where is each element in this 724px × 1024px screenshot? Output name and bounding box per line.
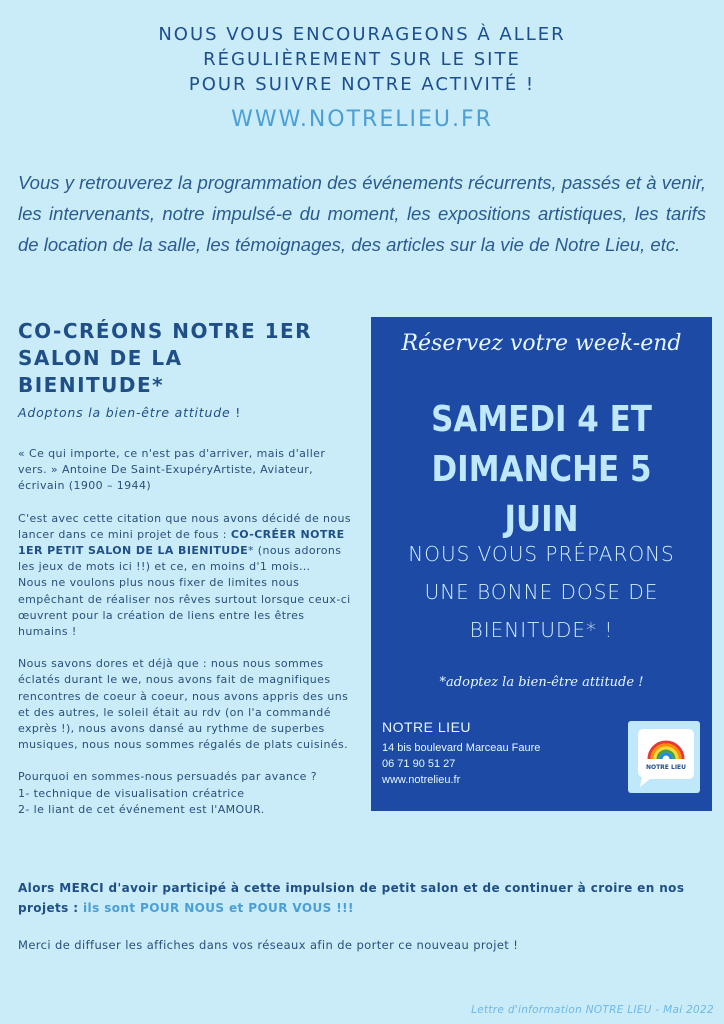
- salon-subtitle-end: !: [230, 405, 242, 420]
- header-line-1: NOUS VOUS ENCOURAGEONS À ALLER: [158, 24, 566, 45]
- reasons-line-2: 1- technique de visualisation créatrice: [18, 786, 245, 800]
- contact-block: [382, 719, 602, 788]
- newsletter-credit: Lettre d'information NOTRE LIEU - Mai 2022: [471, 1004, 714, 1016]
- thanks-paragraph: [18, 878, 708, 918]
- salon-title: [18, 318, 358, 399]
- intro-paragraph: Vous y retrouverez la programmation des événements récurrents, passés et à venir, les intervenants, notre impulsé-e du moment, les expositions artistiques, les tarifs de location de la salle, les témoignages, des articles sur la vie de Notre Lieu, etc.: [18, 172, 706, 255]
- notre-lieu-logo: [628, 721, 700, 793]
- header: [0, 22, 724, 97]
- left-column: [18, 318, 358, 818]
- recap-paragraph: Nous savons dores et déjà que : nous nous sommes éclatés durant le we, nous avons fait de magnifiques rencontres de coeur à coeur, nous avons appris des uns et des autres, le soleil était au rdv (on l'a commandé exprès !), nous avons dansé au rythme de superbes musiques, nous nous sommes régalés de plats cuisinés.: [18, 657, 349, 752]
- reasons-line-1: Pourquoi en sommes-nous persuadés par avance ?: [18, 770, 317, 784]
- contact-address: 14 bis boulevard Marceau Faure: [382, 742, 541, 754]
- story-text-a: C'est avec cette citation que nous avons décidé de nous lancer dans ce mini projet de fous :: [18, 511, 352, 541]
- story-paragraph: [18, 511, 358, 641]
- speech-bubble-shape: [638, 729, 694, 787]
- thanks-text: Alors MERCI d'avoir participé à cette impulsion de petit salon et de continuer à croire en nos projets :: [18, 881, 685, 915]
- reserve-heading: Réservez votre week-end: [401, 331, 682, 356]
- reasons-line-3: 2- le liant de cet événement est l'AMOUR.: [18, 802, 265, 816]
- prep-line-3: BIENITUDE* !: [469, 618, 614, 642]
- salon-title-line-2: SALON DE LA: [18, 346, 183, 370]
- logo-graphic: [628, 721, 700, 793]
- quote-paragraph: « Ce qui importe, ce n'est pas d'arriver, mais d'aller vers. » Antoine De Saint-ExupéryArtiste, Aviateur, écrivain (1900 – 1944): [18, 447, 326, 493]
- salon-subtitle: [18, 405, 358, 420]
- salon-title-line-3: BIENITUDE*: [18, 373, 165, 397]
- contact-website[interactable]: www.notrelieu.fr: [382, 774, 461, 786]
- attitude-note: *adoptez la bien-être attitude !: [439, 675, 644, 690]
- salon-subtitle-italic: Adoptons la bien-être attitude: [18, 405, 231, 420]
- event-box: [371, 317, 712, 811]
- thanks-highlight: ils sont POUR NOUS et POUR VOUS !!!: [83, 901, 354, 915]
- story-highlight: CO-CRÉER NOTRE 1ER PETIT SALON DE LA BIENITUDE: [18, 527, 345, 558]
- story-text-c: * (nous adorons les jeux de mots ici !!) et ce, en moins d'1 mois…: [18, 544, 342, 574]
- header-line-3: POUR SUIVRE NOTRE ACTIVITÉ !: [188, 74, 536, 95]
- reasons-paragraph: [18, 769, 358, 818]
- header-line-2: RÉGULIÈREMENT SUR LE SITE: [203, 49, 521, 70]
- story-text-d: Nous ne voulons plus nous fixer de limites nous empêchant de réaliser nos rêves surtout lorsque ceux-ci œuvrent pour la création de liens entre les êtres humains !: [18, 576, 351, 639]
- event-date-line-1: SAMEDI 4 ET: [431, 399, 652, 440]
- prep-line-1: NOUS VOUS PRÉPARONS: [408, 542, 675, 566]
- share-paragraph: Merci de diffuser les affiches dans vos réseaux afin de porter ce nouveau projet !: [18, 938, 519, 952]
- website-link[interactable]: WWW.NOTRELIEU.FR: [231, 107, 493, 132]
- salon-title-line-1: CO-CRÉONS NOTRE 1ER: [18, 319, 313, 343]
- prep-line-2: UNE BONNE DOSE DE: [424, 580, 659, 604]
- prep-text: [371, 535, 712, 649]
- event-date: [395, 395, 688, 545]
- event-date-line-2: DIMANCHE 5 JUIN: [431, 449, 652, 540]
- contact-name: NOTRE LIEU: [382, 719, 472, 735]
- logo-text: NOTRE LIEU: [645, 764, 687, 771]
- contact-phone[interactable]: 06 71 90 51 27: [382, 758, 456, 770]
